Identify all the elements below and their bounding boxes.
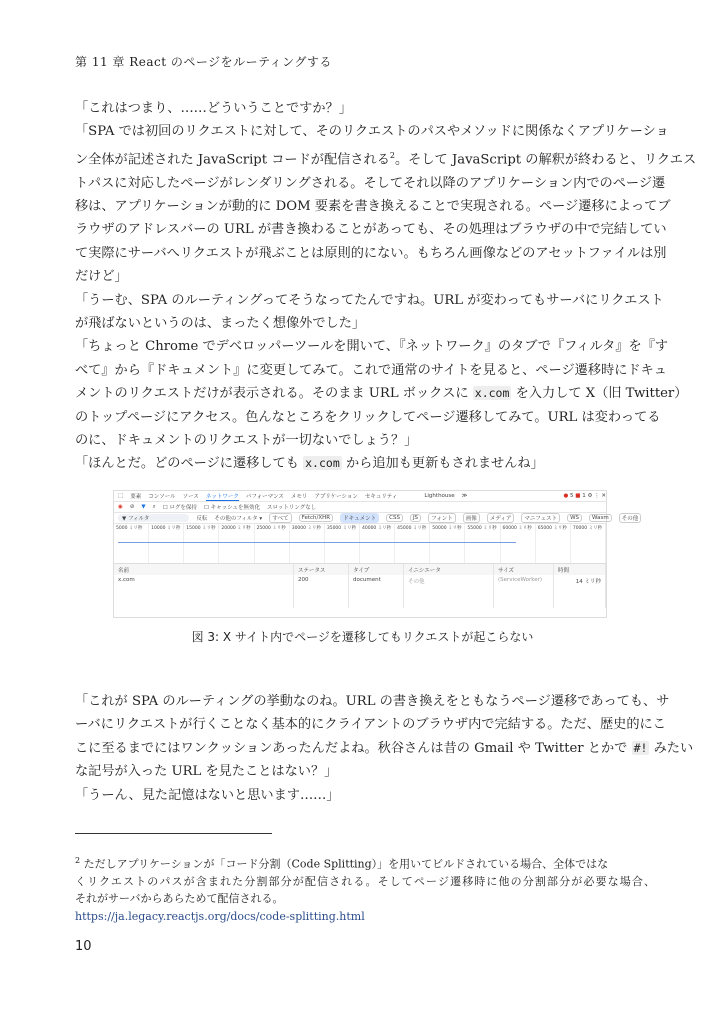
text-line: のに、ドキュメントのリクエストが一切ないでしょう？」: [75, 433, 418, 449]
devtools-tab: コンソール: [148, 494, 176, 500]
body-text-bottom: [75, 690, 694, 807]
devtools-tabs: [114, 491, 606, 502]
devtools-tab: ソース: [182, 494, 199, 500]
devtools-tab: Lighthouse: [424, 493, 455, 499]
inspect-icon: ⬚: [118, 493, 124, 499]
text-line: 「これが SPA のルーティングの挙動なのね。URL の書き換えをともなうページ遷移であっても、サ: [75, 694, 670, 709]
timeline-tick: 5000 ミリ秒: [114, 524, 149, 563]
devtools-tab: ≫: [461, 493, 468, 499]
text-line: 「SPA では初回のリクエストに対して、そのリクエストのパスやメソッドに関係なくアプリケーショ: [75, 124, 669, 140]
inline-code: x.com: [474, 386, 510, 401]
timeline-tick: 65000 ミリ秒: [536, 524, 571, 563]
inline-code: x.com: [305, 456, 340, 471]
text-line: ラウザのアドレスバーの URL が書き換わることがあっても、その処理はブラウザの中で完結してい: [75, 222, 667, 238]
timeline-tick: 35000 ミリ秒: [325, 524, 360, 563]
column-header: ステータス: [294, 564, 349, 575]
filter-option: 反転: [196, 516, 208, 522]
column-header: サイズ: [494, 564, 554, 575]
figure-caption: 図 3: X サイト内でページを遷移してもリクエストが起こらない: [191, 630, 534, 644]
column-header: イニシエータ: [404, 564, 494, 575]
filter-option: その他のフィルタ ▾: [214, 516, 263, 522]
filter-chip: すべて: [269, 513, 291, 523]
filter-chip: メディア: [487, 513, 515, 523]
footnote: [75, 852, 655, 925]
devtools-tab: ネットワーク: [205, 493, 239, 500]
warning-count: 1: [582, 493, 586, 499]
running-header: 第 11 章 React のページをルーティングする: [75, 55, 332, 69]
text-line: メントのリクエストだけが表示される。そのまま URL ボックスに x.com を入力して X（旧 Twitter）: [75, 386, 688, 402]
text-line: のトップページにアクセス。色んなところをクリックしてページ遷移してみて。URL は変わってる: [75, 409, 661, 425]
table-cell: 14 ミリ秒: [554, 575, 606, 586]
timeline-tick: 70000 ミリ秒: [571, 524, 606, 563]
table-cell-empty: [554, 586, 606, 608]
filter-chip: ドキュメント: [340, 513, 379, 523]
text-line: 「ほんとだ。どのページに遷移しても x.com から追加も更新もされませんね」: [75, 456, 544, 472]
table-cell-empty: [114, 586, 294, 608]
text-line: 「これはつまり、……どういうことですか？」: [75, 101, 352, 116]
page-number: 10: [75, 939, 92, 954]
timeline-tick: 60000 ミリ秒: [501, 524, 536, 563]
text-line: トパスに対応したページがレンダリングされる。そしてそれ以降のアプリケーション内でのページ遷: [75, 175, 666, 191]
text-line: べて』から『ドキュメント』に変更してみて。これで通常のサイトを見ると、ページ遷移時にドキュ: [75, 362, 667, 378]
devtools-tab: パフォーマンス: [245, 494, 284, 500]
table-cell: その他: [404, 575, 494, 586]
table-cell: x.com: [114, 575, 294, 586]
filter-chip: その他: [619, 513, 642, 523]
table-cell-empty: [404, 586, 494, 608]
text-line: こに至るまでにはワンクッションあったんだよね。秋谷さんは昔の Gmail や Twitter とかで #! みたい: [75, 740, 694, 756]
footnote-link[interactable]: https://ja.legacy.reactjs.org/docs/code-splitting.html: [75, 909, 365, 923]
text-line: が飛ばないというのは、まったく想像外でした」: [75, 316, 366, 332]
text-line: 「うーむ、SPA のルーティングってそうなってたんですね。URL が変わってもサーバにリクエスト: [75, 292, 664, 308]
table-cell-empty: [294, 586, 349, 608]
column-header: タイプ: [349, 564, 404, 575]
text-line: 「うーん、見た記憶はないと思います……」: [75, 787, 340, 803]
footnote-line: くリクエストのパスが含まれた分割部分が配信される。そしてページ遷移時に他の分割部分が必要な場合、: [75, 874, 655, 888]
filter-chip: 画像: [463, 513, 480, 523]
timeline-tick: 20000 ミリ秒: [219, 524, 254, 563]
table-cell: 200: [294, 575, 349, 586]
timeline-tick: 45000 ミリ秒: [395, 524, 430, 563]
throttling-select: スロットリングなし: [267, 505, 317, 511]
text-line: ン全体が記述された JavaScript コードが配信される$^2$。そして JavaScript の解釈が終わると、リクエス: [75, 150, 697, 168]
checkbox-option: ☐ キャッシュを無効化: [203, 505, 261, 511]
footnote-line: ただしアプリケーションが「コード分割（Code Splitting）」を用いてビルドされている場合、全体ではな: [83, 857, 609, 871]
devtools-timeline: [114, 524, 606, 564]
timeline-tick: 25000 ミリ秒: [255, 524, 290, 563]
checkbox-option: ☐ ログを保持: [162, 505, 197, 511]
footnote-line: それがサーバからあらためて配信される。: [75, 892, 284, 906]
column-header: 時間: [554, 564, 606, 575]
text-line: 「ちょっと Chrome でデベロッパーツールを開いて、『ネットワーク』のタブで『フィルタ』を『す: [75, 339, 669, 355]
timeline-tick: 15000 ミリ秒: [184, 524, 219, 563]
devtools-screenshot: [113, 490, 639, 618]
filter-chip: JS: [410, 514, 421, 522]
devtools-tab: アプリケーション: [314, 494, 358, 500]
devtools-tab: メモリ: [290, 494, 308, 500]
text-line: な記号が入った URL を見たことはない？」: [75, 764, 338, 780]
filter-chip: WS: [567, 514, 582, 522]
text-line: ーバにリクエストが行くことなく基本的にクライアントのブラウザ内で完結する。ただ、歴史的にこ: [75, 717, 666, 733]
filter-chip: Wasm: [589, 514, 612, 522]
timeline-tick: 30000 ミリ秒: [290, 524, 325, 563]
devtools-tab: 要素: [130, 494, 142, 500]
status-counts: ● 5 ■ 1 ⚙ ⋮ ✕: [563, 493, 606, 499]
body-text-top: [75, 97, 697, 476]
devtools-tab: セキュリティ: [364, 494, 398, 500]
timeline-tick: 10000 ミリ秒: [149, 524, 184, 563]
footnote-ref: 2: [389, 150, 395, 160]
table-cell: document: [349, 575, 404, 586]
filter-chip: Fetch/XHR: [299, 514, 334, 522]
text-line: て実際にサーバへリクエストが飛ぶことは原則的にない。もちろん画像などのアセットファイルは別: [75, 245, 667, 261]
footnote-mark: 2: [75, 856, 81, 865]
error-count: 5: [570, 493, 574, 499]
network-table: [114, 564, 606, 608]
filter-chip: CSS: [386, 514, 403, 522]
inline-code: #!: [633, 740, 648, 755]
table-cell-empty: [349, 586, 404, 608]
timeline-tick: 40000 ミリ秒: [360, 524, 395, 563]
devtools-filter-bar: ▼ フィルタ 反転 その他のフィルタ ▾ すべて Fetch/XHR ドキュメント CSS JS フォント 画像 メディア マニフェスト WS Wasm その他: [114, 513, 606, 524]
text-line: だけど」: [75, 269, 128, 285]
table-cell: (ServiceWorker): [494, 575, 554, 586]
column-header: 名前: [114, 564, 294, 575]
devtools-toolbar: ◉ ⊘ ▼ ⌕ ☐ ログを保持 ☐ キャッシュを無効化 スロットリングなし: [114, 502, 606, 513]
table-cell-empty: [494, 586, 554, 608]
filter-chip: フォント: [428, 513, 456, 523]
timeline-tick: 55000 ミリ秒: [465, 524, 500, 563]
text-line: 移は、アプリケーションが動的に DOM 要素を書き換えることで実現される。ページ遷移によってブ: [75, 199, 671, 215]
timeline-tick: 50000 ミリ秒: [430, 524, 465, 563]
filter-chip: マニフェスト: [521, 513, 560, 523]
footnote-rule: [75, 833, 272, 834]
